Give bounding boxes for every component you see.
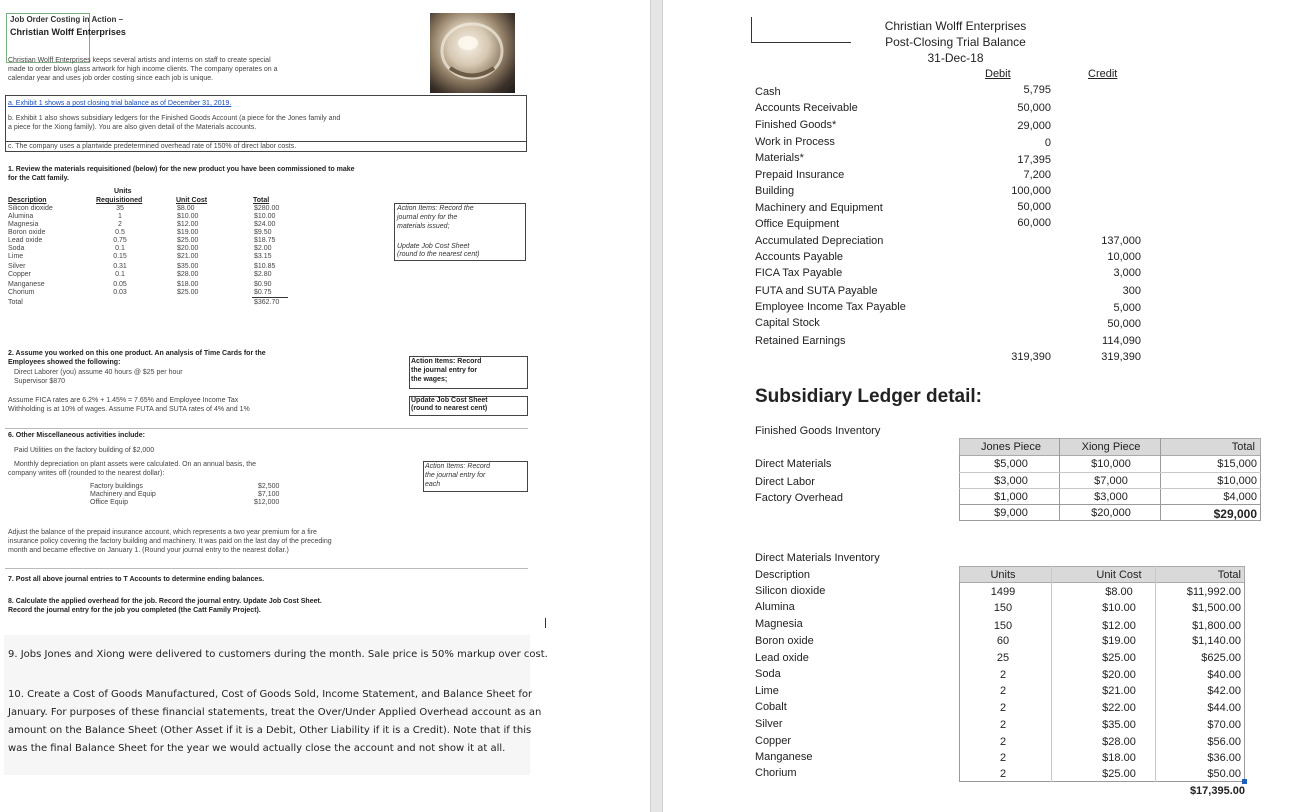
dm-desc: Boron oxide: [755, 635, 814, 647]
tb-credit: 3,000: [1113, 267, 1141, 279]
dm-units: 2: [999, 685, 1007, 697]
dm-desc: Copper: [755, 735, 792, 747]
dm-units: 2: [999, 752, 1007, 764]
fg-total-xiong: $20,000: [1091, 507, 1131, 519]
dm-cost: $8.00: [1105, 586, 1133, 598]
tb-credit: 10,000: [1107, 251, 1141, 263]
req-units: 2: [118, 221, 122, 228]
q6-divider: [5, 428, 528, 429]
q2-direct-laborer: Direct Laborer (you) assume 40 hours @ $25 per hour: [14, 369, 183, 376]
dm-cost: $20.00: [1102, 669, 1136, 681]
fg-label: Factory Overhead: [755, 492, 844, 504]
fg-grid-h3: [959, 504, 1261, 505]
dm-cost: $12.00: [1102, 620, 1136, 632]
dm-desc: Lime: [755, 685, 779, 697]
q7: 7. Post all above journal entries to T Accounts to determine ending balances.: [8, 576, 265, 583]
action1-line-2: journal entry for the: [397, 214, 458, 221]
req-units: 0.75: [113, 237, 127, 244]
tb-total-debit: 319,390: [1011, 351, 1051, 363]
tb-credit: 300: [1122, 285, 1141, 297]
q10-line-1: 10. Create a Cost of Goods Manufactured, Cost of Goods Sold, Income Statement, and Balance Sheet for: [8, 689, 533, 700]
prepaid-line-3: month and became effective on January 1. (Round your journal entry to the nearest dollar.): [8, 547, 289, 554]
update2-line-2: (round to nearest cent): [411, 405, 488, 412]
tb-account: Cash: [755, 86, 781, 98]
action2-line-1: Action Items: Record: [411, 358, 482, 365]
dm-cost: $28.00: [1102, 736, 1136, 748]
tb-credit: 114,090: [1102, 335, 1141, 347]
dm-desc: Silver: [755, 718, 783, 730]
dm-units: 2: [999, 736, 1007, 748]
tb-debit: 100,000: [1011, 185, 1051, 197]
dm-grand-total: $17,395.00: [1189, 785, 1245, 797]
req-cost: $20.00: [177, 245, 199, 252]
page-gutter: [650, 0, 663, 812]
req-cost: $28.00: [177, 271, 199, 278]
tb-account: Accumulated Depreciation: [755, 235, 884, 247]
company-name: Christian Wolff Enterprises: [884, 19, 1027, 33]
tb-debit: 0: [1044, 137, 1051, 149]
req-cost: $12.00: [177, 221, 199, 228]
dm-cost: $19.00: [1102, 635, 1136, 647]
tb-account: Employee Income Tax Payable: [755, 301, 906, 313]
title-line-1: Job Order Costing in Action –: [10, 15, 124, 24]
prepaid-line-2: insurance policy covering the factory building and machinery. It was paid on the last day of the preceding: [8, 538, 332, 545]
req-cost: $25.00: [177, 237, 199, 244]
dm-total: $1,500.00: [1192, 602, 1241, 614]
req-units: 0.05: [113, 281, 127, 288]
fica-line-1: Assume FICA rates are 6.2% + 1.45% = 7.65% and Employee Income Tax: [8, 397, 239, 404]
fg-total: $4,000: [1223, 491, 1257, 503]
tb-debit: 60,000: [1017, 217, 1051, 229]
dm-units: 1499: [990, 586, 1016, 598]
req-units: 0.1: [115, 245, 125, 252]
q7-divider: [5, 568, 528, 569]
fg-xiong: $3,000: [1094, 491, 1128, 503]
req-header-unit-cost: Unit Cost: [176, 197, 208, 204]
dm-cost: $21.00: [1102, 685, 1136, 697]
q1-line-2: for the Catt family.: [8, 175, 69, 182]
report-title: Post-Closing Trial Balance: [885, 35, 1026, 49]
tb-credit: 137,000: [1101, 235, 1141, 247]
req-header-description: Description: [8, 197, 47, 204]
dm-desc: Chorium: [755, 767, 797, 779]
req-total: $0.75: [254, 289, 272, 296]
fg-jones: $3,000: [994, 475, 1028, 487]
q6-heading: 6. Other Miscellaneous activities include:: [8, 432, 145, 439]
report-date: 31-Dec-18: [927, 51, 984, 65]
action1-line-3: materials issued;: [397, 223, 450, 230]
dep-item-value: $7,100: [258, 491, 280, 498]
dm-header-total: Total: [1217, 569, 1241, 581]
q6-dep-line-2: company writes off (rounded to the nearest dollar):: [8, 470, 165, 477]
fg-total: $15,000: [1217, 458, 1257, 470]
req-cost: $35.00: [177, 263, 199, 270]
fg-header-xiong: Xiong Piece: [1081, 441, 1141, 453]
fg-grid-v1: [1059, 438, 1060, 521]
dm-cost: $25.00: [1102, 768, 1136, 780]
req-cost: $19.00: [177, 229, 199, 236]
req-cost: $21.00: [177, 253, 199, 260]
dm-cost: $35.00: [1102, 719, 1136, 731]
tb-account: Building: [755, 185, 795, 197]
dm-desc: Silicon dioxide: [755, 585, 826, 597]
tb-account: Finished Goods*: [755, 119, 837, 131]
action2-line-2: the journal entry for: [411, 367, 478, 374]
update1-line-1: Update Job Cost Sheet: [397, 243, 470, 250]
req-total: $24.00: [254, 221, 276, 228]
dm-desc: Manganese: [755, 751, 813, 763]
dm-header-units: Units: [990, 569, 1016, 581]
req-total: $10.00: [254, 213, 276, 220]
req-total-value: $362.70: [254, 299, 280, 306]
fg-label: Direct Materials: [755, 458, 832, 470]
req-total: $3.15: [254, 253, 272, 260]
tb-debit: 5,795: [1023, 84, 1051, 96]
credit-header: Credit: [1088, 68, 1118, 80]
fg-xiong: $10,000: [1091, 458, 1131, 470]
req-cost: $10.00: [177, 213, 199, 220]
fg-jones: $5,000: [994, 458, 1028, 470]
dm-cost: $22.00: [1102, 702, 1136, 714]
dm-total: $1,800.00: [1192, 620, 1241, 632]
tb-account: Prepaid Insurance: [755, 169, 845, 181]
prepaid-line-1: Adjust the balance of the prepaid insurance account, which represents a two year premium for a fire: [8, 529, 317, 536]
req-header-total: Total: [253, 197, 270, 204]
left-page: [0, 0, 650, 812]
tb-debit: 50,000: [1017, 201, 1051, 213]
fg-label: Direct Labor: [755, 476, 815, 488]
req-units: 0.5: [115, 229, 125, 236]
fg-total-jones: $9,000: [994, 507, 1028, 519]
req-desc: Copper: [8, 271, 31, 278]
cell-cursor-line: [751, 17, 752, 43]
req-desc: Alumina: [8, 213, 34, 220]
dm-units: 2: [999, 768, 1007, 780]
req-total: $10.85: [254, 263, 276, 270]
tb-debit: 7,200: [1023, 169, 1051, 181]
dm-header-unit-cost: Unit Cost: [1096, 569, 1142, 581]
dm-desc-header: Description: [755, 569, 811, 581]
dm-units: 2: [999, 719, 1007, 731]
req-desc: Chorium: [8, 289, 35, 296]
box-b-line-2: a piece for the Xiong family). You are also given detail of the Materials accounts.: [8, 124, 257, 131]
tb-account: FICA Tax Payable: [755, 267, 843, 279]
glass-sphere-icon: [430, 13, 515, 93]
req-units: 0.03: [113, 289, 127, 296]
req-cost: $18.00: [177, 281, 199, 288]
dm-units: 2: [999, 702, 1007, 714]
req-total-rule: [252, 297, 288, 298]
title-line-2: Christian Wolff Enterprises: [10, 27, 126, 37]
q10-line-3: amount on the Balance Sheet (Other Asset if it is a Debit, Other Liability if it is a Credit). Note that if this: [8, 725, 532, 736]
req-desc: Silicon dioxide: [8, 205, 53, 212]
fg-total-total: $29,000: [1213, 507, 1257, 521]
text-cursor: [545, 618, 546, 628]
action3-line-3: each: [425, 481, 441, 488]
dm-total: $56.00: [1207, 736, 1241, 748]
dm-total: $11,992.00: [1186, 586, 1241, 598]
req-header-units: Units: [114, 188, 132, 195]
req-total: $9.50: [254, 229, 272, 236]
dm-units: 150: [993, 602, 1013, 614]
box-divider: [5, 141, 527, 142]
intro-line-1: Christian Wolff Enterprises keeps several artists and interns on staff to create special: [8, 57, 271, 64]
dm-cost: $10.00: [1102, 602, 1136, 614]
req-units: 0.1: [115, 271, 125, 278]
tb-account: Work in Process: [755, 136, 835, 148]
fg-grid-h2: [959, 488, 1261, 489]
dm-desc: Magnesia: [755, 618, 803, 630]
tb-account: Accounts Receivable: [755, 102, 858, 114]
dm-desc: Soda: [755, 668, 781, 680]
intro-line-2: made to order blown glass artwork for high income clients. The company operates on a: [8, 66, 278, 73]
dm-cost: $18.00: [1102, 752, 1136, 764]
req-total: $0.90: [254, 281, 272, 288]
dm-title: Direct Materials Inventory: [755, 552, 880, 564]
req-units: 35: [116, 205, 124, 212]
update2-line-1: Update Job Cost Sheet: [411, 397, 488, 404]
dm-total: $50.00: [1207, 768, 1241, 780]
dm-total: $40.00: [1207, 669, 1241, 681]
q10-line-4: was the final Balance Sheet for the year we would actually close the account and not show it at all.: [8, 743, 506, 754]
fg-grid-v2: [1160, 438, 1161, 521]
exhibit-link[interactable]: a. Exhibit 1 shows a post closing trial balance as of December 31, 2019.: [8, 100, 232, 107]
fg-header-total: Total: [1231, 441, 1255, 453]
dm-desc: Alumina: [755, 601, 795, 613]
req-desc: Silver: [8, 263, 26, 270]
dm-units: 25: [996, 652, 1010, 664]
fill-handle[interactable]: [1242, 779, 1247, 784]
dm-desc: Lead oxide: [755, 652, 809, 664]
dm-total: $44.00: [1207, 702, 1241, 714]
dm-total: $1,140.00: [1192, 635, 1241, 647]
glass-artwork-image: [430, 13, 515, 93]
q6-dep-line-1: Monthly depreciation on plant assets were calculated. On an annual basis, the: [14, 461, 257, 468]
req-total-label: Total: [8, 299, 23, 306]
fg-header-jones: Jones Piece: [981, 441, 1041, 453]
tb-debit: 29,000: [1017, 120, 1051, 132]
fg-jones: $1,000: [994, 491, 1028, 503]
q8-line-1: 8. Calculate the applied overhead for the job. Record the journal entry. Update Job Cost Sheet.: [8, 598, 322, 605]
req-desc: Soda: [8, 245, 25, 252]
dm-total: $70.00: [1207, 719, 1241, 731]
req-total: $2.80: [254, 271, 272, 278]
dm-cost: $25.00: [1102, 652, 1136, 664]
tb-account: Capital Stock: [755, 317, 820, 329]
dm-units: 150: [993, 620, 1013, 632]
tb-account: Machinery and Equipment: [755, 202, 883, 214]
subsidiary-title: Subsidiary Ledger detail:: [755, 386, 982, 407]
req-desc: Boron oxide: [8, 229, 46, 236]
dm-units: 60: [996, 635, 1010, 647]
dm-units: 2: [999, 669, 1007, 681]
q2-line-2: Employees showed the following:: [8, 359, 121, 366]
dm-total: $42.00: [1207, 685, 1241, 697]
req-units: 0.31: [113, 263, 127, 270]
update1-line-2: (round to the nearest cent): [397, 251, 480, 258]
intro-line-3: calendar year and uses job order costing since each job is unique.: [8, 75, 214, 82]
tb-total-credit: 319,390: [1101, 351, 1141, 363]
dep-item-label: Factory buildings: [90, 483, 143, 490]
fg-grid-h1: [959, 472, 1261, 473]
action3-line-1: Action Items: Record: [425, 463, 490, 470]
q8-line-2: Record the journal entry for the job you completed (the Catt Family Project).: [8, 607, 261, 614]
req-desc: Lead oxide: [8, 237, 43, 244]
action1-line-1: Action Items: Record the: [397, 205, 474, 212]
req-desc: Lime: [8, 253, 24, 260]
action2-line-3: the wages;: [411, 376, 448, 383]
tb-account: Retained Earnings: [755, 335, 846, 347]
tb-account: Accounts Payable: [755, 251, 844, 263]
q10-line-2: January. For purposes of these financial statements, treat the Over/Under Applied Overhead account as an: [8, 707, 542, 718]
req-units: 0.15: [113, 253, 127, 260]
req-units: 1: [118, 213, 122, 220]
req-cost: $8.00: [177, 205, 195, 212]
fica-line-2: Withholding is at 10% of wages. Assume FUTA and SUTA rates of 4% and 1%: [8, 406, 250, 413]
action3-line-2: the journal entry for: [425, 472, 486, 479]
fg-title: Finished Goods Inventory: [755, 425, 881, 437]
req-total: $280.00: [254, 205, 280, 212]
q6-utilities: Paid Utilities on the factory building of $2,000: [14, 447, 155, 454]
req-desc: Magnesia: [8, 221, 39, 228]
debit-header: Debit: [985, 68, 1011, 80]
q2-line-1: 2. Assume you worked on this one product. An analysis of Time Cards for the: [8, 350, 266, 357]
tb-credit: 5,000: [1113, 302, 1141, 314]
q2-supervisor: Supervisor $870: [14, 378, 65, 385]
q9: 9. Jobs Jones and Xiong were delivered to customers during the month. Sale price is 50% markup over cost.: [8, 649, 548, 660]
dm-total: $36.00: [1207, 752, 1241, 764]
tb-account: FUTA and SUTA Payable: [755, 285, 878, 297]
req-total: $18.75: [254, 237, 276, 244]
box-c: c. The company uses a plantwide predetermined overhead rate of 150% of direct labor costs.: [8, 143, 297, 150]
box-b-line-1: b. Exhibit 1 also shows subsidiary ledgers for the Finished Goods Account (a piece for the Jones family and: [8, 115, 341, 122]
tb-account: Office Equipment: [755, 218, 840, 230]
dep-item-value: $2,500: [258, 483, 280, 490]
dm-total: $625.00: [1201, 652, 1241, 664]
dep-item-value: $12,000: [254, 499, 280, 506]
fg-total: $10,000: [1217, 475, 1257, 487]
fg-xiong: $7,000: [1094, 475, 1128, 487]
dep-item-label: Office Equip: [90, 499, 129, 506]
dm-grid-v1: [1051, 566, 1052, 782]
dep-item-label: Machinery and Equip: [90, 491, 156, 498]
req-total: $2.00: [254, 245, 272, 252]
q1-line-1: 1. Review the materials requisitioned (below) for the new product you have been commissioned to make: [8, 166, 355, 173]
tb-debit: 17,395: [1017, 154, 1051, 166]
right-page: [663, 0, 1308, 812]
tb-credit: 50,000: [1107, 318, 1141, 330]
dm-desc: Cobalt: [755, 701, 787, 713]
tb-debit: 50,000: [1017, 102, 1051, 114]
req-cost: $25.00: [177, 289, 199, 296]
req-desc: Manganese: [8, 281, 45, 288]
tb-account: Materials*: [755, 152, 804, 164]
req-header-requisitioned: Requisitioned: [96, 197, 143, 204]
